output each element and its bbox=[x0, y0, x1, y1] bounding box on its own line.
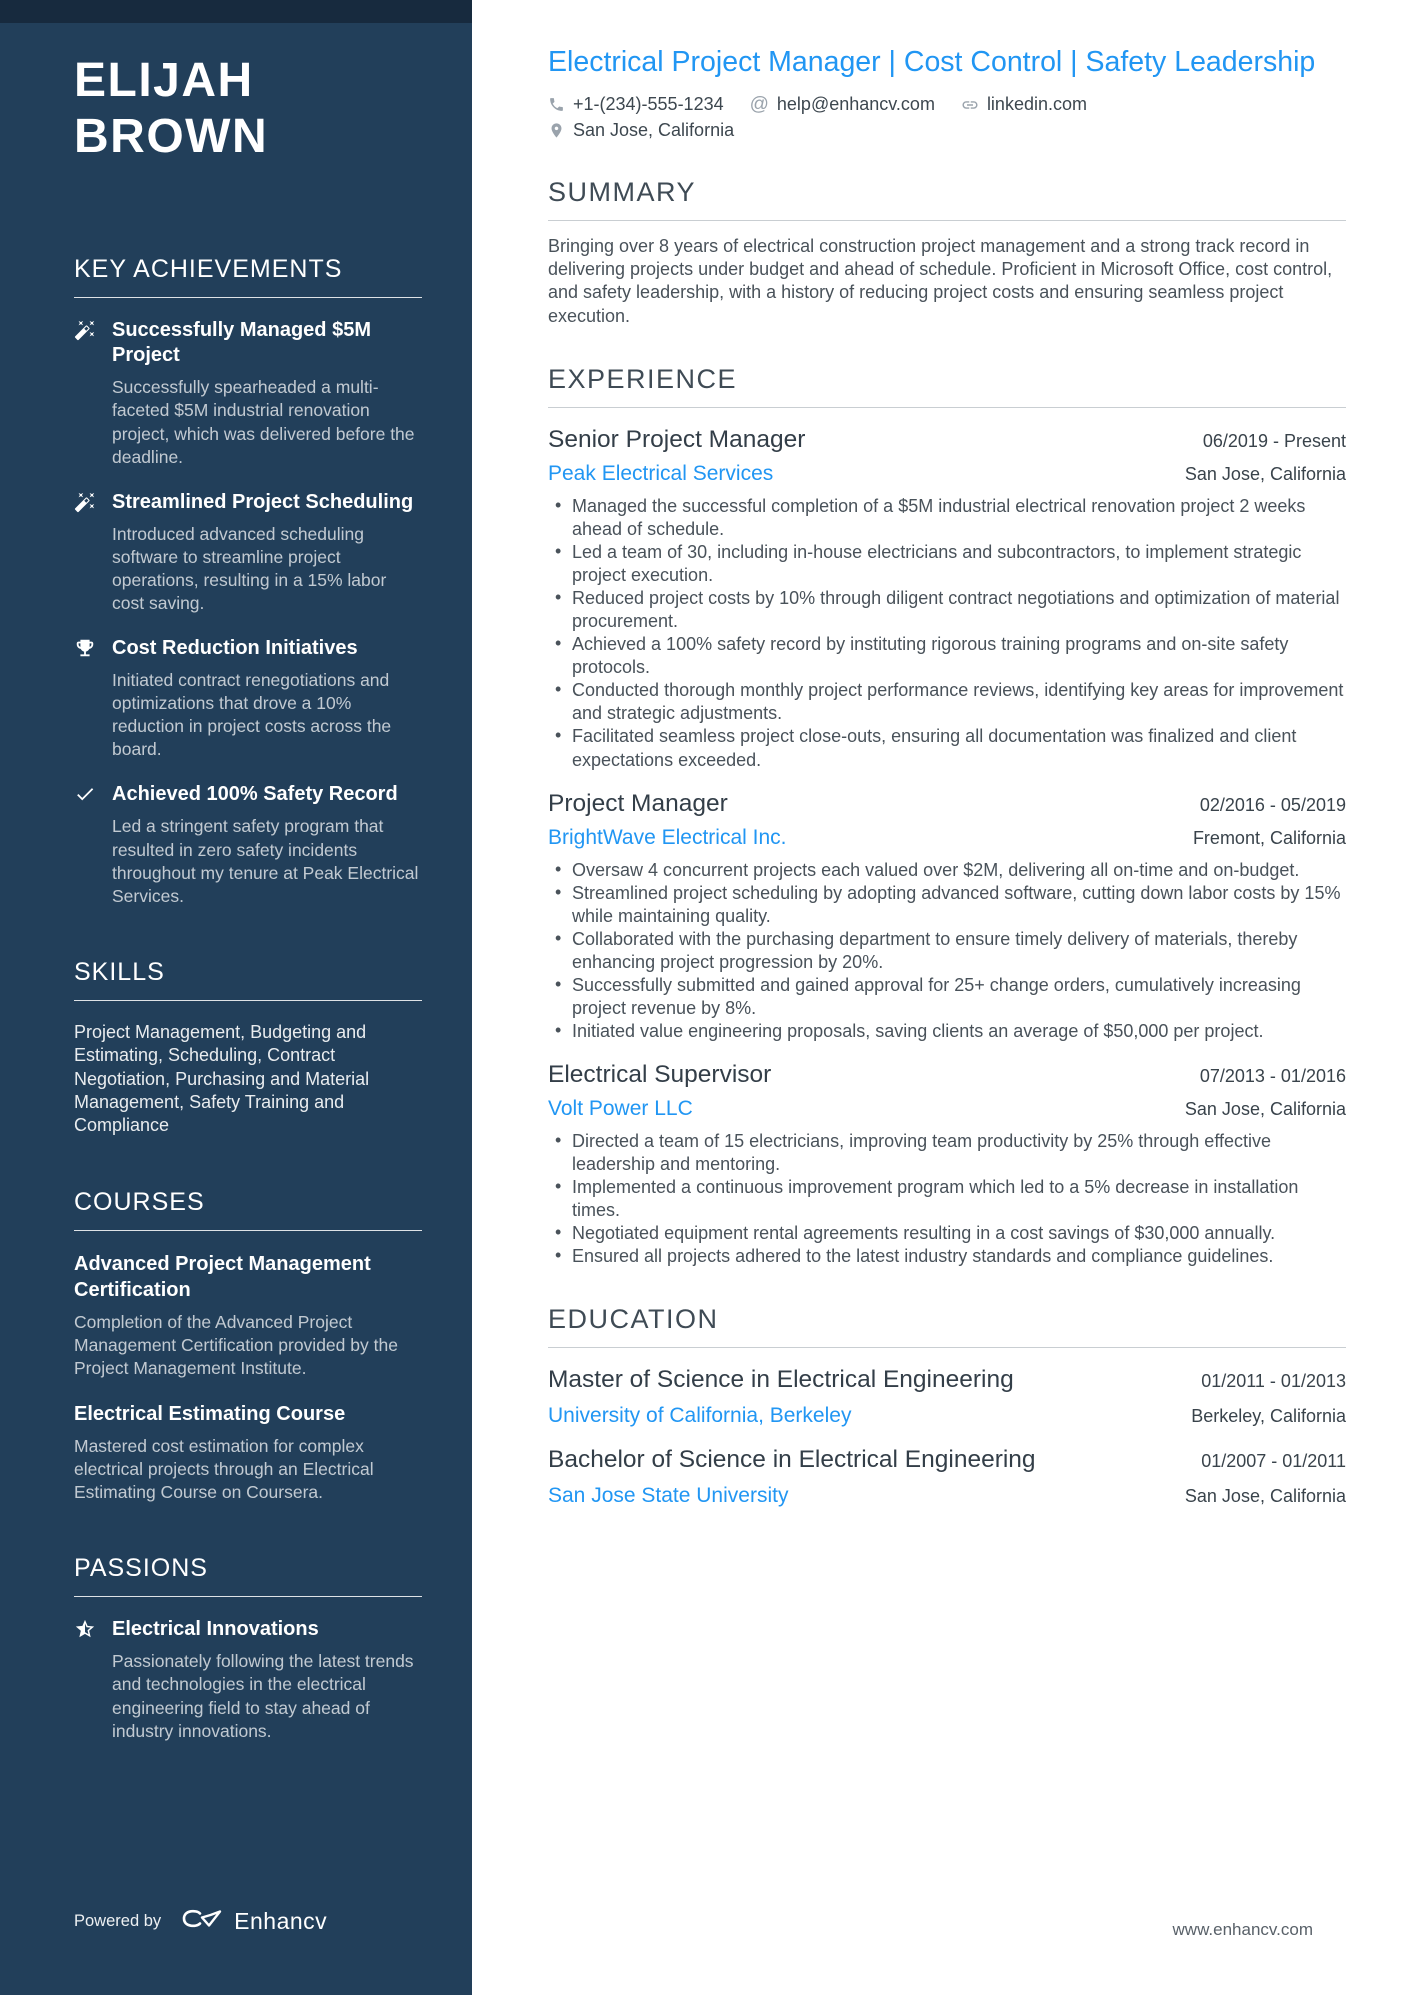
degree-title: Bachelor of Science in Electrical Engineering bbox=[548, 1445, 1036, 1473]
job-dates: 07/2013 - 01/2016 bbox=[1199, 1065, 1346, 1086]
job-bullet: • Negotiated equipment rental agreements resulting in a cost savings of $30,000 annually. bbox=[548, 1222, 1346, 1245]
contact-email[interactable] bbox=[750, 94, 935, 116]
wand-icon bbox=[74, 318, 98, 468]
contact-location bbox=[548, 120, 734, 141]
course-item bbox=[74, 1251, 422, 1380]
school-location: Berkeley, California bbox=[1191, 1405, 1346, 1426]
achievement-description: Introduced advanced scheduling software to streamline project operations, resulting in a 15% labor cost saving. bbox=[112, 523, 387, 613]
experience-heading: EXPERIENCE bbox=[548, 364, 1346, 408]
job-location: San Jose, California bbox=[1184, 464, 1346, 485]
job-bullet: • Implemented a continuous improvement program which led to a 5% decrease in installation times. bbox=[548, 1176, 1346, 1222]
job-bullet: • Directed a team of 15 electricians, improving team productivity by 25% through effective leadership and mentoring. bbox=[548, 1130, 1346, 1176]
at-icon: @ bbox=[749, 93, 769, 115]
enhancv-brand[interactable] bbox=[179, 1906, 327, 1936]
course-description: Completion of the Advanced Project Management Certification provided by the Project Management Institute. bbox=[74, 1311, 398, 1378]
job-bullet: • Oversaw 4 concurrent projects each valued over $2M, delivering all on-time and on-budget. bbox=[548, 859, 1346, 882]
achievement-title: Streamlined Project Scheduling bbox=[112, 490, 414, 513]
school-name: San Jose State University bbox=[548, 1483, 789, 1507]
course-title: Advanced Project Management Certification bbox=[74, 1252, 371, 1301]
phone-number: +1-(234)-555-1234 bbox=[573, 94, 724, 115]
passions-heading: PASSIONS bbox=[74, 1554, 422, 1597]
job-company: BrightWave Electrical Inc. bbox=[548, 825, 787, 849]
job-dates: 02/2016 - 05/2019 bbox=[1199, 794, 1346, 815]
achievement-description: Initiated contract renegotiations and optimizations that drove a 10% reduction in project costs across the board. bbox=[112, 670, 392, 760]
main-column bbox=[472, 0, 1410, 1508]
job-location: San Jose, California bbox=[1184, 1098, 1346, 1119]
achievement-item bbox=[74, 490, 422, 615]
job-bullet: • Initiated value engineering proposals, saving clients an average of $50,000 per project. bbox=[548, 1020, 1346, 1043]
job-bullet: • Collaborated with the purchasing department to ensure timely delivery of materials, thereby enhancing project progression by 20%. bbox=[548, 928, 1346, 974]
achievement-item bbox=[74, 318, 422, 468]
headline-title: Electrical Project Manager | Cost Control | Safety Leadership bbox=[548, 46, 1316, 78]
job-bullet: • Reduced project costs by 10% through diligent contract negotiations and optimization of material procurement. bbox=[548, 587, 1346, 633]
course-description: Mastered cost estimation for complex electrical projects through an Electrical Estimating Course on Coursera. bbox=[74, 1436, 374, 1503]
skills-section bbox=[74, 958, 422, 1138]
enhancv-wordmark: Enhancv bbox=[234, 1907, 328, 1934]
education-heading: EDUCATION bbox=[548, 1304, 1346, 1348]
star-icon bbox=[74, 1617, 98, 1742]
job-bullets bbox=[548, 859, 1346, 1043]
location-text: San Jose, California bbox=[573, 119, 735, 140]
passion-title: Electrical Innovations bbox=[112, 1618, 319, 1641]
sidebar-top-strip bbox=[0, 0, 472, 23]
job-company: Volt Power LLC bbox=[548, 1096, 693, 1120]
contact-row-2 bbox=[548, 120, 1346, 141]
courses-section bbox=[74, 1188, 422, 1505]
candidate-name: ELIJAH BROWN bbox=[74, 54, 269, 164]
key-achievements-section bbox=[74, 255, 422, 908]
achievement-description: Successfully spearheaded a multi-faceted $5M industrial renovation project, which was delivered before the deadline. bbox=[112, 377, 415, 467]
contact-phone bbox=[548, 94, 724, 115]
key-achievements-heading: KEY ACHIEVEMENTS bbox=[74, 255, 422, 298]
contact-block bbox=[548, 94, 1346, 141]
job-location: Fremont, California bbox=[1192, 827, 1346, 848]
achievement-item bbox=[74, 782, 422, 907]
education-entry bbox=[548, 1444, 1346, 1508]
job-bullet: • Conducted thorough monthly project performance reviews, identifying key areas for improvement and strategic adjustments. bbox=[548, 679, 1346, 725]
job-dates: 06/2019 - Present bbox=[1202, 431, 1346, 452]
job-entry bbox=[548, 790, 1346, 1043]
course-title: Electrical Estimating Course bbox=[74, 1403, 346, 1426]
job-title: Senior Project Manager bbox=[548, 426, 806, 454]
job-bullet: • Successfully submitted and gained approval for 25+ change orders, cumulatively increasing project revenue by 8%. bbox=[548, 974, 1346, 1020]
phone-icon bbox=[548, 96, 565, 113]
achievement-title: Successfully Managed $5M Project bbox=[112, 319, 371, 367]
job-bullet: • Facilitated seamless project close-outs, ensuring all documentation was finalized and client expectations exceeded. bbox=[548, 725, 1346, 771]
job-bullet: • Streamlined project scheduling by adopting advanced software, cutting down labor costs by 15% while maintaining quality. bbox=[548, 882, 1346, 928]
education-dates: 01/2007 - 01/2011 bbox=[1201, 1450, 1346, 1471]
course-item bbox=[74, 1401, 422, 1504]
sidebar bbox=[0, 0, 472, 1995]
enhancv-logo-icon bbox=[179, 1906, 225, 1936]
job-bullet: • Led a team of 30, including in-house electricians and subcontractors, to implement strategic project execution. bbox=[548, 541, 1346, 587]
sidebar-footer bbox=[74, 1906, 327, 1936]
job-company: Peak Electrical Services bbox=[548, 462, 774, 486]
powered-by-label: Powered by bbox=[74, 1911, 162, 1930]
website-text: linkedin.com bbox=[986, 94, 1087, 115]
job-bullets bbox=[548, 1130, 1346, 1268]
achievement-item bbox=[74, 636, 422, 761]
check-icon bbox=[74, 782, 98, 907]
school-location: San Jose, California bbox=[1184, 1485, 1346, 1506]
job-bullet: • Achieved a 100% safety record by instituting rigorous training programs and on-site safety protocols. bbox=[548, 633, 1346, 679]
summary-heading: SUMMARY bbox=[548, 177, 1346, 221]
education-dates: 01/2011 - 01/2013 bbox=[1201, 1370, 1346, 1391]
job-title: Electrical Supervisor bbox=[548, 1060, 772, 1088]
passions-section bbox=[74, 1554, 422, 1742]
summary-text: Bringing over 8 years of electrical construction project management and a strong track record in delivering projects under budget and ahead of schedule. Proficient in Microsoft Office, cost control, and safety leadership, with a history of reducing project costs and ensuring seamless project execution. bbox=[548, 235, 1333, 326]
courses-heading: COURSES bbox=[74, 1188, 422, 1231]
degree-title: Master of Science in Electrical Engineering bbox=[548, 1365, 1014, 1393]
job-entry bbox=[548, 426, 1346, 771]
achievement-description: Led a stringent safety program that resulted in zero safety incidents throughout my tenure at Peak Electrical Services. bbox=[112, 816, 419, 906]
enhancv-url[interactable]: www.enhancv.com bbox=[1172, 1920, 1313, 1939]
email-text: help@enhancv.com bbox=[776, 94, 935, 115]
contact-website[interactable] bbox=[961, 94, 1087, 115]
contact-row-1 bbox=[548, 94, 1346, 116]
passion-description: Passionately following the latest trends and technologies in the electrical engineering field to stay ahead of industry innovations. bbox=[112, 1651, 414, 1741]
job-bullet: • Ensured all projects adhered to the latest industry standards and compliance guidelines. bbox=[548, 1245, 1346, 1268]
pin-icon bbox=[548, 122, 565, 139]
education-entry bbox=[548, 1364, 1346, 1428]
skills-text: Project Management, Budgeting and Estimating, Scheduling, Contract Negotiation, Purchasing and Material Management, Safety Training and Compliance bbox=[74, 1021, 370, 1136]
trophy-icon bbox=[74, 636, 98, 761]
achievement-title: Achieved 100% Safety Record bbox=[112, 783, 398, 806]
job-bullets bbox=[548, 495, 1346, 771]
skills-heading: SKILLS bbox=[74, 958, 422, 1001]
achievement-title: Cost Reduction Initiatives bbox=[112, 637, 358, 660]
wand-icon bbox=[74, 490, 98, 615]
job-bullet: • Managed the successful completion of a $5M industrial electrical renovation project 2 weeks ahead of schedule. bbox=[548, 495, 1346, 541]
school-name: University of California, Berkeley bbox=[548, 1403, 852, 1427]
job-entry bbox=[548, 1061, 1346, 1268]
link-icon bbox=[961, 96, 979, 114]
passion-item bbox=[74, 1617, 422, 1742]
job-title: Project Manager bbox=[548, 789, 728, 817]
